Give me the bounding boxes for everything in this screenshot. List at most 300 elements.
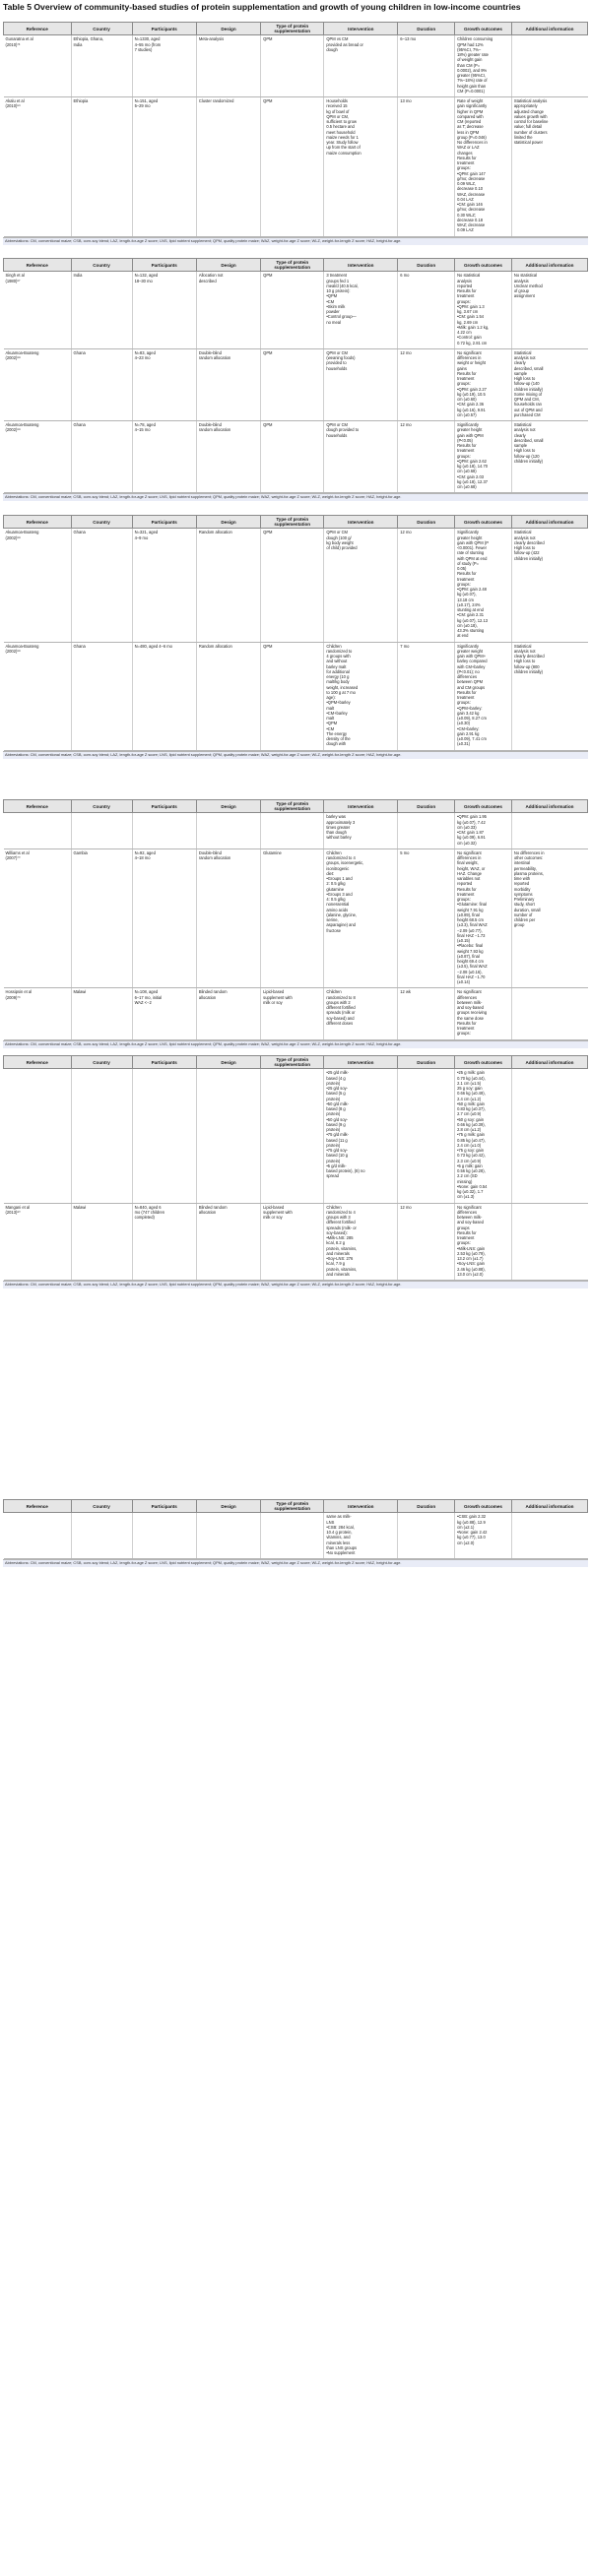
cell-line: randomized to 8 xyxy=(326,994,356,1000)
cell-line: compared with xyxy=(457,113,484,119)
column-header: Duration xyxy=(398,800,455,813)
cell-line: between milk- xyxy=(457,999,483,1005)
cell-line: Results for xyxy=(457,689,477,695)
cell-line: No significant xyxy=(457,1204,482,1210)
cell-line: supplement with xyxy=(263,994,293,1000)
table-row xyxy=(4,272,588,349)
cell-participants xyxy=(132,848,196,988)
cell-line: QPM or CM xyxy=(326,422,348,428)
cell-line: (P<0.01); no xyxy=(457,668,480,674)
cell-additional xyxy=(511,813,587,849)
cell-line: •No supplement xyxy=(326,1550,356,1556)
cell-line: 7 mo xyxy=(400,643,410,649)
column-header: Type of protein supplementation xyxy=(261,1056,324,1069)
cell-line: •CSB: 284 kcal, xyxy=(326,1524,355,1530)
cell-line: 0.85 kg (±0.47), xyxy=(457,1137,486,1143)
table-row xyxy=(4,529,588,642)
cell-line: Lipid-based xyxy=(263,989,285,995)
column-header: Additional information xyxy=(511,516,587,529)
cell-line: •CM: gain 2.36 xyxy=(457,402,484,408)
cell-line: differences xyxy=(457,1209,478,1215)
cell-line: study, short xyxy=(513,902,535,908)
cell-line: kg (±0.19), 10.5 xyxy=(457,391,486,397)
cell-line: barley compared xyxy=(457,659,488,664)
cell-line: based (10 g xyxy=(326,1153,348,1159)
cell-line: meet household xyxy=(326,129,356,135)
cell-line: serine, xyxy=(326,917,339,923)
cell-line: N=151, aged xyxy=(134,98,159,104)
column-header: Country xyxy=(71,1056,132,1069)
cell-line: Significantly xyxy=(457,643,479,649)
cell-line: treatment xyxy=(457,448,475,454)
cell-country xyxy=(71,988,132,1039)
table-page xyxy=(3,799,588,1048)
cell-line: Results for xyxy=(457,288,477,294)
cell-line: •Control group— xyxy=(326,314,357,320)
cell-line: final HAZ −1.73 xyxy=(457,932,486,938)
cell-line: energy (10 g xyxy=(326,674,350,680)
column-header: Intervention xyxy=(324,23,398,35)
cell-line: milk or soy xyxy=(263,999,283,1005)
cell-line: up from the start of xyxy=(326,145,361,151)
cell-country xyxy=(71,272,132,349)
cell-line: •50 g milk: gain xyxy=(457,1100,485,1106)
cell-line: •CM: gain 2.03 xyxy=(457,473,484,479)
cell-line: Mangani et al xyxy=(5,1204,31,1210)
cell-line: 12 mo xyxy=(400,422,412,428)
cell-design xyxy=(196,421,260,493)
cell-line: kg (±0.09), 6.91 xyxy=(457,835,486,841)
cell-ref xyxy=(4,1069,72,1203)
cell-line: Blinded random xyxy=(198,1204,228,1210)
cell-line: Results for xyxy=(457,443,477,449)
cell-line: QPM or CM xyxy=(326,530,348,535)
cell-additional xyxy=(511,848,587,988)
cell-line: kcal, 8.2 g xyxy=(326,1240,346,1246)
column-header: Type of protein supplementation xyxy=(261,1500,324,1513)
cell-line: Ghana xyxy=(73,530,86,535)
cell-type xyxy=(261,1203,324,1281)
cell-line: 12 mo xyxy=(400,349,412,355)
cell-line: gain significantly xyxy=(457,103,488,109)
cell-design xyxy=(196,1069,260,1203)
cell-line: treatment xyxy=(457,160,475,166)
cell-ref xyxy=(4,848,72,988)
cell-line: Ghana xyxy=(73,349,86,355)
cell-line: Rate of weight xyxy=(457,98,484,104)
cell-line: Akuamoa-Boateng xyxy=(5,643,39,649)
cell-line: •QPM: gain 2.48 xyxy=(457,587,487,593)
cell-line: •50 g soy: gain xyxy=(457,1116,485,1122)
cell-type xyxy=(261,1069,324,1203)
cell-line: (2007)⁷⁰ xyxy=(5,855,21,861)
cell-line: greater weight xyxy=(457,648,484,654)
cell-line: Singh et al xyxy=(5,273,25,279)
cell-line: dough (100 g/ xyxy=(326,534,352,540)
cell-line: (±3.5), final WAZ xyxy=(457,964,488,970)
cell-type xyxy=(261,988,324,1039)
cell-line: Malawi xyxy=(73,1204,87,1210)
cell-participants xyxy=(132,813,196,849)
cell-line: Statistical xyxy=(513,422,532,428)
cell-line: reported xyxy=(457,283,473,288)
cell-line: treatment xyxy=(457,695,475,701)
cell-line: 3 treatment xyxy=(326,273,348,279)
cell-country xyxy=(71,813,132,849)
cell-intervention xyxy=(324,348,398,420)
cell-country xyxy=(71,848,132,988)
cell-line: No differences in xyxy=(457,140,488,146)
cell-line: Children xyxy=(326,1204,342,1210)
cell-line: households xyxy=(326,432,348,438)
cell-line: follow-up (120 xyxy=(513,453,540,459)
cell-line: •Groups 1 and xyxy=(326,876,353,882)
cell-line: analysis xyxy=(457,278,472,283)
cell-line: CM (reported xyxy=(457,119,482,125)
cell-line: g/mo; decrease xyxy=(457,175,486,181)
cell-line: Children xyxy=(326,989,342,995)
cell-line: Malawi xyxy=(73,989,87,995)
column-header: Type of protein supplementation xyxy=(261,516,324,529)
cell-participants xyxy=(132,35,196,97)
cell-line: of child) provided xyxy=(326,545,358,551)
cell-additional xyxy=(511,988,587,1039)
cell-line: children initially) xyxy=(513,458,543,464)
cell-line: dough with xyxy=(326,741,347,747)
cell-line: •75 g milk: gain xyxy=(457,1132,485,1138)
cell-line: fructose xyxy=(326,927,341,933)
cell-line: QPM vs CM xyxy=(326,36,349,42)
column-header: Growth outcomes xyxy=(455,516,512,529)
column-header: Intervention xyxy=(324,800,398,813)
cell-line: height 68.5 cm xyxy=(457,917,484,923)
cell-line: times greater xyxy=(326,824,351,830)
cell-line: gain with QPM+ xyxy=(457,654,487,660)
cell-line: 6–13 mo xyxy=(400,36,417,42)
cell-line: •CSB: gain 2.32 xyxy=(457,1514,487,1520)
cell-outcomes xyxy=(455,272,512,349)
cell-line: 13.0 cm (±2.0) xyxy=(457,1271,484,1277)
cell-line: Cluster randomized xyxy=(198,98,234,104)
cell-line: N=78, aged xyxy=(134,422,156,428)
cell-line: High loss to xyxy=(513,376,536,382)
cell-line: Statistical xyxy=(513,643,532,649)
studies-table xyxy=(3,799,588,1040)
cell-line: maize consumption xyxy=(326,150,361,156)
cell-intervention xyxy=(324,97,398,237)
cell-line: Results for xyxy=(457,370,477,376)
cell-line: (2009)⁷⁹ xyxy=(5,994,21,1000)
abbreviations-footnote: Abbreviations: CM, conventional maize; CSB, corn-soy blend; LAZ, length-for-age Z score; LNS, lipid nutrient supplement; QPM, quality protein maize; WAZ, weight-for-age Z score; WLZ, weight-for-length Z score; HAZ, height-for-age. xyxy=(3,1040,588,1048)
cell-line: groups: xyxy=(457,453,471,459)
cell-line: clearly described xyxy=(513,654,545,660)
cell-line: differences in xyxy=(457,855,482,861)
cell-line: kg, 2.69 cm xyxy=(457,319,479,325)
cell-line: differences in xyxy=(457,355,482,361)
cell-participants xyxy=(132,1513,196,1559)
column-header: Duration xyxy=(398,259,455,272)
cell-line: (P<0.05) xyxy=(457,437,473,443)
cell-line: (±0.09), 8.27 cm xyxy=(457,716,487,722)
cell-line: weight 7.93 kg xyxy=(457,948,484,954)
cell-line: Results for xyxy=(457,155,477,160)
cell-line: 7 studies) xyxy=(134,46,153,52)
table-row xyxy=(4,848,588,988)
cell-line: based (9 g xyxy=(326,1121,346,1127)
cell-participants xyxy=(132,348,196,420)
cell-line: based (8 g xyxy=(326,1106,346,1112)
cell-line: final weight, xyxy=(457,860,479,866)
cell-line: diet: xyxy=(326,870,335,876)
cell-design xyxy=(196,529,260,642)
cell-additional xyxy=(511,642,587,750)
cell-line: •CM xyxy=(326,725,335,731)
cell-line: kg body weight xyxy=(326,539,354,545)
cell-line: 0.83 kg (±0.37), xyxy=(457,1106,486,1112)
cell-line: N=92, aged xyxy=(134,849,156,855)
cell-line: Gambia xyxy=(73,849,88,855)
cell-line: random allocation xyxy=(198,355,231,361)
cell-line: analysis not xyxy=(513,355,536,361)
cell-line: N=1330, aged xyxy=(134,36,161,42)
cell-line: •75 g/d soy- xyxy=(326,1148,349,1154)
cell-line: for additional xyxy=(326,668,350,674)
column-header: Type of protein supplementation xyxy=(261,23,324,35)
header-row xyxy=(4,516,588,529)
cell-line: groups: xyxy=(457,298,471,304)
cell-line: •50 g/d milk- xyxy=(326,1100,349,1106)
cell-design xyxy=(196,35,260,97)
cell-line: of study (P= xyxy=(457,560,480,566)
cell-line: random allocation xyxy=(198,855,231,861)
cell-outcomes xyxy=(455,1203,512,1281)
cell-line: No statistical xyxy=(457,273,481,279)
cell-line: protein) xyxy=(326,1096,341,1101)
cell-line: Results for xyxy=(457,886,477,892)
cell-line: •25 g milk: gain xyxy=(457,1070,485,1076)
column-header: Duration xyxy=(398,1056,455,1069)
cell-line: than LNS groups xyxy=(326,1544,358,1550)
cell-line: (±0.09), 7.41 cm xyxy=(457,736,487,742)
cell-line: decrease 0.10 xyxy=(457,186,484,192)
abbreviations-footnote: Abbreviations: CM, conventional maize; CSB, corn-soy blend; LAZ, length-for-age Z score; LNS, lipid nutrient supplement; QPM, quality protein maize; WAZ, weight-for-age Z score; WLZ, weight-for-length Z score; HAZ, height-for-age. xyxy=(3,751,588,759)
cell-line: •Placebo: final xyxy=(457,943,484,949)
cell-line: QPM xyxy=(263,273,273,279)
table-page xyxy=(3,22,588,245)
cell-line: Gunaratna et al xyxy=(5,36,33,42)
cell-line: clearly xyxy=(513,432,526,438)
cell-ref xyxy=(4,988,72,1039)
column-header: Additional information xyxy=(511,259,587,272)
column-header: Participants xyxy=(132,1500,196,1513)
cell-line: provided to xyxy=(326,360,347,366)
cell-line: groups: xyxy=(457,700,471,706)
cell-line: 2.3 cm (±0.9) xyxy=(457,1158,482,1163)
cell-line: QPM had 12% xyxy=(457,41,484,47)
cell-line: maize needs for 1 xyxy=(326,134,359,140)
cell-line: 0.0002), and 9% xyxy=(457,67,488,73)
table-row xyxy=(4,813,588,849)
cell-line: with CM+barley xyxy=(457,663,486,669)
cell-line: malt xyxy=(326,705,335,711)
cell-line: •25 g/d milk- xyxy=(326,1070,349,1076)
column-header: Country xyxy=(71,516,132,529)
cell-line: WAZ; decrease xyxy=(457,222,486,228)
cell-line: QPM xyxy=(263,36,273,42)
cell-line: 5–29 mo xyxy=(134,103,151,109)
cell-line: 0.09 WLZ, xyxy=(457,181,476,187)
cell-line: weight 7.91 kg xyxy=(457,907,484,912)
cell-line: randomized to xyxy=(326,648,353,654)
cell-line: 0.73 kg (±0.42), xyxy=(457,1153,486,1159)
cell-line: cm (±0.32) xyxy=(457,840,477,846)
cell-line: No significant xyxy=(457,849,482,855)
cell-line: 2.2 cm (SD xyxy=(457,1173,478,1179)
cell-participants xyxy=(132,1203,196,1281)
cell-line: 0.05) xyxy=(457,566,467,572)
cell-line: kg (±0.32), 1.7 xyxy=(457,1189,484,1195)
cell-intervention xyxy=(324,813,398,849)
cell-line: Statistical xyxy=(513,349,532,355)
cell-line: provided as bread or xyxy=(326,41,363,47)
cell-line: No significant xyxy=(457,349,482,355)
cell-line: milk or soy xyxy=(263,1215,283,1221)
cell-line: Akuamoa-Boateng xyxy=(5,422,39,428)
column-header: Type of protein supplementation xyxy=(261,259,324,272)
cell-outcomes xyxy=(455,1513,512,1559)
cell-line: 4–9 mo xyxy=(134,534,149,540)
cell-line: analysis not xyxy=(513,534,536,540)
cell-line: sample xyxy=(513,443,528,449)
cell-line: children initially) xyxy=(513,668,543,674)
cell-type xyxy=(261,529,324,642)
cell-line: control for baseline xyxy=(513,119,549,125)
cell-line: Ethiopia xyxy=(73,98,89,104)
cell-duration xyxy=(398,35,455,97)
cell-line: Significantly xyxy=(457,422,479,428)
cell-participants xyxy=(132,272,196,349)
column-header: Type of protein supplementation xyxy=(261,800,324,813)
cell-line: sufficient to grow xyxy=(326,119,358,125)
cell-line: treatment xyxy=(457,293,475,299)
cell-type xyxy=(261,1513,324,1559)
cell-line: Results for xyxy=(457,1229,477,1235)
cell-outcomes xyxy=(455,813,512,849)
cell-line: (±0.17), 24% xyxy=(457,601,481,607)
cell-line: groups with 3 xyxy=(326,1215,351,1221)
cell-line: groups with 2 xyxy=(326,999,351,1005)
cell-duration xyxy=(398,813,455,849)
cell-line: sample xyxy=(513,370,528,376)
column-header: Growth outcomes xyxy=(455,23,512,35)
column-header: Reference xyxy=(4,1056,72,1069)
cell-line: assignment xyxy=(513,293,535,299)
cell-line: gains xyxy=(457,365,467,371)
table-row xyxy=(4,1203,588,1281)
cell-line: kg (±0.18), 12.37 xyxy=(457,478,488,484)
cell-line: same as milk- xyxy=(326,1514,352,1520)
cell-line: number of clusters xyxy=(513,129,548,135)
cell-country xyxy=(71,348,132,420)
cell-intervention xyxy=(324,1513,398,1559)
cell-line: differences xyxy=(457,994,478,1000)
cell-line: cm (±0.57) xyxy=(457,411,477,417)
cell-line: gain 3.42 kg xyxy=(457,710,480,716)
cell-line: based protein), (8) no xyxy=(326,1168,365,1174)
cell-type xyxy=(261,642,324,750)
cell-line: •QPM: gain 1.3 xyxy=(457,303,485,309)
cell-country xyxy=(71,1069,132,1203)
cell-line: 2.8 cm (±1.2) xyxy=(457,1127,482,1133)
cell-line: QPM or CM, xyxy=(326,113,350,119)
cell-line: N=108, aged xyxy=(134,989,159,995)
cell-line: (±3.3), final WAZ xyxy=(457,922,488,928)
studies-table xyxy=(3,1055,588,1281)
cell-line: •CM: gain 1.87 xyxy=(457,830,484,836)
cell-line: density of the xyxy=(326,736,351,742)
cell-duration xyxy=(398,642,455,750)
cell-design xyxy=(196,642,260,750)
cell-line: cm (±0.68) xyxy=(457,484,477,490)
cell-line: than CM (P= xyxy=(457,62,481,68)
cell-line: High loss to xyxy=(513,659,536,664)
table-row xyxy=(4,421,588,493)
column-header: Design xyxy=(196,516,260,529)
column-header: Duration xyxy=(398,23,455,35)
cell-line: adjusted change xyxy=(513,108,544,114)
cell-line: Meta-analysis xyxy=(198,36,225,42)
cell-line: QPM xyxy=(263,349,273,355)
cell-outcomes xyxy=(455,848,512,988)
column-header: Country xyxy=(71,259,132,272)
cell-line: Children xyxy=(326,849,342,855)
column-header: Design xyxy=(196,1500,260,1513)
cell-line: spreads (milk or xyxy=(326,1010,356,1016)
cell-line: and CM groups xyxy=(457,684,486,690)
cell-line: •5 g milk: gain xyxy=(457,1162,483,1168)
cell-line: (alanine, glycine, xyxy=(326,911,358,917)
cell-line: kg (±0.77), 13.0 xyxy=(457,1535,486,1540)
cell-outcomes xyxy=(455,988,512,1039)
cell-line: •50 g/d soy- xyxy=(326,1116,349,1122)
cell-design xyxy=(196,1203,260,1281)
studies-table xyxy=(3,258,588,493)
cell-outcomes xyxy=(455,35,512,97)
cell-line: households ran xyxy=(513,402,542,408)
cell-line: WAZ <−2 xyxy=(134,999,152,1005)
cell-line: 2.4 cm (±1.2) xyxy=(457,1096,482,1101)
cell-line: kg (±0.18), 14.70 xyxy=(457,464,488,470)
cell-line: protein) xyxy=(326,1080,341,1086)
cell-line: •Skim milk xyxy=(326,303,346,309)
cell-participants xyxy=(132,1069,196,1203)
cell-line: cm (±2.0) xyxy=(457,1539,475,1545)
cell-intervention xyxy=(324,35,398,97)
cell-line: protein) xyxy=(326,1111,341,1117)
cell-line: •QPM+barley: xyxy=(457,705,483,711)
cell-line: reported xyxy=(457,881,473,887)
cell-additional xyxy=(511,421,587,493)
cell-line: allocation xyxy=(198,994,217,1000)
cell-line: 18–30 mo xyxy=(134,278,153,283)
cell-line: gain with QPM xyxy=(457,432,484,438)
cell-line: 0.30 WLZ; xyxy=(457,212,476,218)
cell-line: •Groups 3 and xyxy=(326,891,353,897)
cell-line: statistical power xyxy=(513,140,543,146)
cell-line: different fortified xyxy=(326,1220,356,1225)
cell-line: decrease 0.18 xyxy=(457,217,484,222)
cell-type xyxy=(261,813,324,849)
